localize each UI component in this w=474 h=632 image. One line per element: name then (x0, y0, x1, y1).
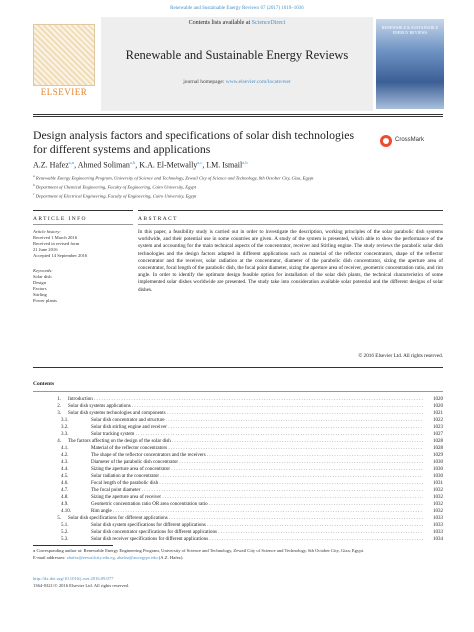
abstract-heading: ABSTRACT (138, 216, 178, 222)
keyword: Stirling (33, 292, 47, 297)
doi-block (33, 576, 443, 589)
author-name[interactable]: I.M. Ismail (206, 160, 243, 170)
toc-page: 1030 (433, 460, 443, 465)
toc-title: Solar dish receiver specifications for different applications . . . (91, 536, 423, 543)
toc-number: 3.3. (61, 432, 69, 437)
toc-page: 1022 (433, 418, 443, 423)
affiliation-text: Department of Electrical Engineering, Faculty of Engineering, Cairo University, Egypt (35, 193, 197, 199)
header-divider-2 (33, 116, 443, 117)
toc-row[interactable] (33, 410, 443, 417)
homepage-prefix: journal homepage: (183, 79, 225, 85)
toc-page: 1032 (433, 509, 443, 514)
abstract-subdivider (138, 224, 443, 225)
toc-page: 1021 (433, 411, 443, 416)
toc-row[interactable] (33, 487, 443, 494)
toc-number: 5.3. (61, 537, 69, 542)
publisher-name: ELSEVIER (40, 87, 88, 97)
affiliation-sup: c (33, 192, 35, 197)
toc-row[interactable] (33, 508, 443, 515)
toc-page: 1034 (433, 537, 443, 542)
toc-title: Solar dish stirling engine and receiver . . . (91, 424, 423, 431)
toc-page: 1020 (433, 404, 443, 409)
contents-line (101, 20, 373, 26)
affiliation-sup: a (33, 174, 35, 178)
elsevier-tree-logo (33, 24, 95, 86)
footnotes (33, 548, 443, 561)
doi-link[interactable]: http://dx.doi.org/10.1016/j.rser.2016.09.077 (33, 576, 114, 581)
info-divider (33, 210, 133, 211)
toc-title: Material of the reflector concentrators . . . (91, 445, 423, 452)
toc-row[interactable] (33, 536, 443, 543)
toc-row[interactable] (33, 529, 443, 536)
history-item: 21 June 2016 (33, 247, 58, 252)
toc-number: 5.2. (61, 530, 69, 535)
abstract-end-divider (33, 367, 443, 368)
toc-number: 5. (57, 516, 61, 521)
toc-title: Solar dish specifications for different applications . . . (68, 515, 423, 522)
toc-page: 1023 (433, 425, 443, 430)
crossmark-icon (380, 135, 392, 147)
toc-number: 4.4. (61, 467, 69, 472)
toc-row[interactable] (33, 431, 443, 438)
toc-row[interactable] (33, 438, 443, 445)
abstract-text: In this paper, a feasibility study is carried out in order to investigate the description, working principles of the solar parabolic dish systems worldwide, and their potential use in some countries are given. A study of the system is presented, which able to show the performance of the system and accounting for the main technical aspects of the concentrator, receiver and Stirling engine. The study reviews the parabolic solar dish technologies and the design factors adapted in different applications such as material of the reflector concentrators, shape of the reflector concentrator and the receiver, solar radiation at the concentrator, diameter of the parabolic dish concentrator, sizing the aperture area of concentrator, focal length of the parabolic dish, the focal point diameter, sizing the aperture area of receiver, geometric concentration ratio, and rim angle. In order to identify the optimum design feasible option for installation of the solar dish plants, the technical characteristics of some implemented solar dishes worldwide are presented. The study take into consideration available solar potential and the different designs of solar dishes. (138, 229, 444, 293)
author-sup: a,b (129, 160, 136, 165)
toc-title: Solar dish concentrator specifications for different applications . . . (91, 529, 423, 536)
contents-prefix: Contents lists available at (188, 20, 251, 26)
toc-page: 1031 (433, 481, 443, 486)
toc-row[interactable] (33, 501, 443, 508)
toc-title: Solar dish systems technologies and components . . . (68, 410, 423, 417)
toc-title: The factors affecting on the design of the solar dish . . . (68, 438, 423, 445)
journal-title: Renewable and Sustainable Energy Reviews (125, 48, 349, 62)
toc-row[interactable] (33, 522, 443, 529)
toc-title: Solar radiation at the concentrator . . . (91, 473, 423, 480)
toc-title: Focal length of the parabolic dish . . . (91, 480, 423, 487)
toc-page: 1032 (433, 488, 443, 493)
toc-row[interactable] (33, 417, 443, 424)
toc-number: 4.3. (61, 460, 69, 465)
article-info (33, 229, 133, 304)
toc-number: 4.9. (61, 502, 69, 507)
toc-page: 1030 (433, 467, 443, 472)
toc-number: 1. (57, 397, 61, 402)
author-list: A.Z. Hafez$^{a,⁎}$, Ahmed Soliman$^{a,b}$, K.A. El-Metwally$^{a,c}$, I.M. Ismail$^{a,b}$ (33, 160, 248, 170)
affiliation-text: Renewable Energy Engineering Program, University of Science and Technology, Zewail City of Science and Technology, 6th October City, Giza, Egypt (35, 175, 314, 181)
toc-title: Rim angle . . . (91, 508, 423, 515)
toc-page: 1027 (433, 432, 443, 437)
toc-title: Solar tracking system . . . (91, 431, 423, 438)
author-sup: a,b (242, 160, 248, 165)
author-name[interactable]: K.A. El-Metwally (139, 160, 198, 170)
toc-number: 4.2. (61, 453, 69, 458)
article-info-heading: ARTICLE INFO (33, 216, 87, 222)
homepage-link[interactable]: www.elsevier.com/locate/rser (225, 79, 291, 85)
crossmark-badge[interactable] (380, 135, 444, 149)
journal-header (33, 17, 443, 111)
table-of-contents (33, 396, 443, 543)
affiliation-line (33, 173, 443, 182)
toc-page: 1020 (433, 397, 443, 402)
corresponding-author-note: ⁎ Corresponding author at: Renewable Energy Engineering Program, University of Science and Technology, Zewail City of Science and Technology, 6th October City, Giza, Egypt. (33, 548, 365, 553)
contents-heading: Contents (33, 381, 55, 387)
issn-line: 1364-0321/© 2016 Elsevier Ltd. All rights reserved. (33, 582, 130, 588)
homepage-line (101, 79, 373, 85)
toc-number: 4.1. (61, 446, 69, 451)
cover-text: RENEWABLE & SUSTAINABLE ENERGY REVIEWS (381, 25, 439, 35)
email-link[interactable]: zhafez@zewailcity.edu.eg, ahafez@aucegypt.edu (66, 554, 158, 560)
toc-row[interactable] (33, 452, 443, 459)
toc-number: 3.1. (61, 418, 69, 423)
toc-number: 3.2. (61, 425, 69, 430)
toc-page: 1033 (433, 523, 443, 528)
toc-title: Introduction . . . (68, 396, 423, 403)
toc-row[interactable] (33, 459, 443, 466)
running-head: Renewable and Sustainable Energy Reviews 67 (2017) 1019–1036 (170, 6, 304, 11)
toc-title: Geometric concentration ratio OR area concentration ratio . . . (91, 501, 423, 508)
toc-page: 1033 (433, 516, 443, 521)
toc-page: 1032 (433, 502, 443, 507)
toc-title: The shape of the reflector concentrators and the receivers . . . (91, 452, 423, 459)
keyword: Design (33, 280, 47, 285)
history-item: Accepted 14 September 2016 (33, 253, 88, 258)
toc-number: 4.10. (61, 509, 71, 514)
toc-title: Solar dish systems applications . . . (68, 403, 423, 410)
toc-number: 4.5. (61, 474, 69, 479)
toc-title: Diameter of the parabolic dish concentrator . . . (91, 459, 423, 466)
author-name[interactable]: A.Z. Hafez (33, 160, 69, 170)
toc-number: 4. (57, 439, 61, 444)
email-suffix: (A.Z. Hafez). (158, 554, 184, 560)
toc-number: 5.1. (61, 523, 69, 528)
affiliation-sup: b (33, 183, 35, 188)
keywords-label: Keywords: (33, 268, 53, 273)
toc-page: 1033 (433, 530, 443, 535)
header-divider (33, 114, 443, 115)
toc-page: 1028 (433, 446, 443, 451)
footnote-divider (33, 545, 113, 546)
article-title: Design analysis factors and specifications of solar dish technologies for different systems and applications (33, 128, 355, 156)
author-name[interactable]: Ahmed Soliman (77, 160, 130, 170)
toc-page: 1030 (433, 474, 443, 479)
toc-title: The focal point diameter . . . (91, 487, 423, 494)
journal-cover-image (376, 19, 444, 109)
history-label: Article history: (33, 229, 61, 234)
email-line (33, 555, 443, 562)
toc-row[interactable] (33, 494, 443, 501)
author-sup: a,c (197, 160, 203, 165)
abstract-copyright: © 2016 Elsevier Ltd. All rights reserved. (358, 353, 443, 359)
abstract-divider (138, 210, 443, 211)
affiliation-text: Department of Chemical Engineering, Faculty of Engineering, Cairo University, Egypt (35, 184, 196, 190)
author-sup: a,⁎ (68, 160, 75, 165)
email-prefix: E-mail addresses: (33, 554, 66, 560)
toc-row[interactable] (33, 396, 443, 403)
toc-title: Sizing the aperture area of receiver . . . (91, 494, 423, 501)
toc-title: Solar dish concentrator and structure . . . (91, 417, 423, 424)
toc-number: 4.6. (61, 481, 69, 486)
toc-page: 1032 (433, 495, 443, 500)
journal-banner (101, 17, 373, 111)
toc-page: 1028 (433, 439, 443, 444)
keyword: Solar dish (33, 274, 52, 279)
toc-title: Sizing the aperture area of concentrator . . . (91, 466, 423, 473)
toc-row[interactable] (33, 403, 443, 410)
toc-row[interactable] (33, 515, 443, 522)
toc-row[interactable] (33, 473, 443, 480)
crossmark-label: CrossMark (395, 137, 425, 143)
toc-row[interactable] (33, 445, 443, 452)
history-item: Received 1 March 2016 (33, 235, 78, 240)
toc-number: 4.7. (61, 488, 69, 493)
keyword: Power plants (33, 298, 57, 303)
toc-row[interactable] (33, 480, 443, 487)
affiliation-line (33, 191, 443, 200)
toc-row[interactable] (33, 424, 443, 431)
sciencedirect-link[interactable]: ScienceDirect (251, 20, 286, 26)
toc-number: 2. (57, 404, 61, 409)
info-subdivider (33, 224, 133, 225)
toc-title: Solar dish system specifications for different applications . . . (91, 522, 423, 529)
history-item: Received in revised form (33, 241, 80, 246)
toc-row[interactable] (33, 466, 443, 473)
contents-divider (33, 391, 443, 392)
toc-page: 1029 (433, 453, 443, 458)
toc-number: 3. (57, 411, 61, 416)
affiliations (33, 173, 443, 200)
affiliation-line (33, 182, 443, 191)
toc-number: 4.8. (61, 495, 69, 500)
keyword: Factors (33, 286, 47, 291)
